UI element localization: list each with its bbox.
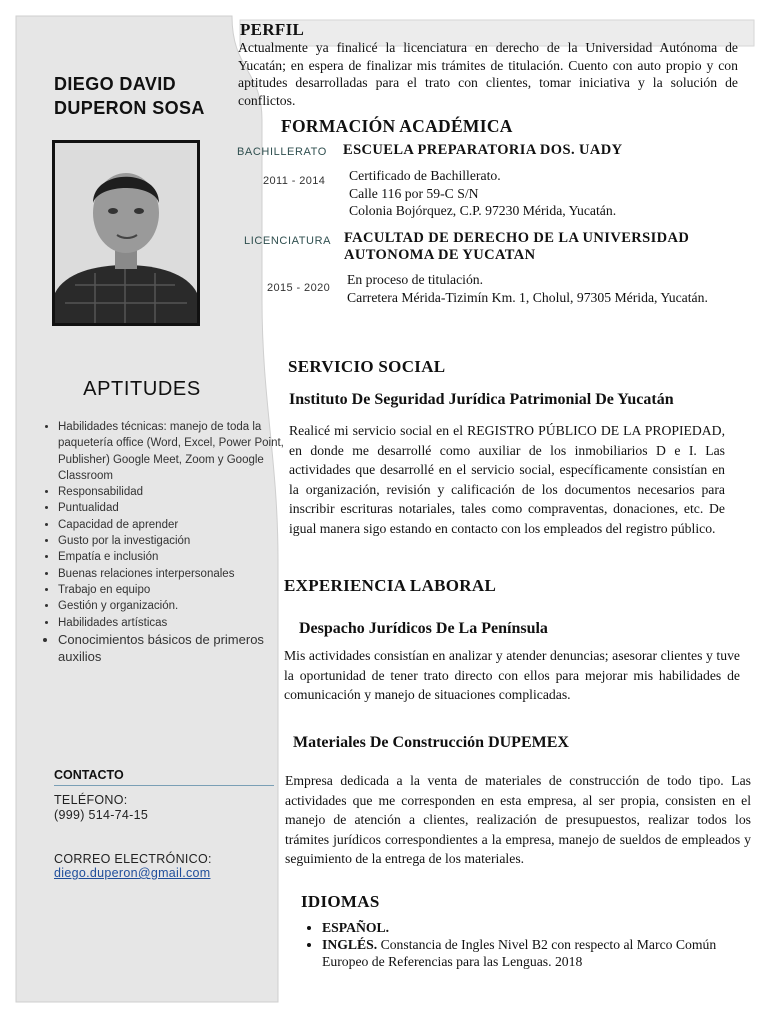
- education-desc-line: Calle 116 por 59-C S/N: [349, 185, 479, 201]
- education-desc-line: Certificado de Bachillerato.: [349, 168, 501, 183]
- idiomas-heading: IDIOMAS: [301, 892, 380, 911]
- job-text-1: Mis actividades consistían en analizar y atender denuncias; asesorar clientes y tuve la oportunidad de tener trato directo con ellos para mejorar mis habilidades de comunicación y manejo de situaciones complicadas.: [284, 648, 740, 702]
- education-desc-line: Colonia Bojórquez, C.P. 97230 Mérida, Yucatán.: [349, 203, 617, 218]
- candidate-name: [54, 72, 224, 120]
- education-desc-line: En proceso de titulación.: [347, 272, 484, 287]
- education-label-bachillerato: BACHILLERATO: [237, 146, 327, 158]
- perfil-heading: PERFIL: [240, 20, 305, 39]
- list-item: • Empatía e inclusión: [58, 549, 298, 565]
- education-heading: FORMACIÓN ACADÉMICA: [281, 116, 513, 136]
- education-years-1: 2011 - 2014: [263, 175, 326, 187]
- list-item: • Capacidad de aprender: [58, 517, 298, 533]
- list-item: • Gestión y organización.: [58, 598, 298, 614]
- contact-heading: CONTACTO: [54, 768, 124, 782]
- name-line-1: DIEGO DAVID: [54, 74, 177, 94]
- education-years-2: 2015 - 2020: [267, 282, 331, 294]
- list-item: • Habilidades técnicas: manejo de toda la paquetería office (Word, Excel, Power Point, Publisher) Google Meet, Zoom y Google Classroom: [58, 419, 298, 484]
- name-line-2: DUPERON SOSA: [54, 98, 205, 118]
- education-label-licenciatura: LICENCIATURA: [244, 235, 332, 247]
- idiomas-section: [300, 919, 740, 970]
- education-desc-2: [347, 271, 717, 306]
- aptitudes-list: [30, 419, 298, 665]
- person-portrait-icon: [55, 143, 197, 323]
- list-item: • Habilidades artísticas: [58, 615, 298, 631]
- education-desc-line: Carretera Mérida-Tizimín Km. 1, Cholul, 97305 Mérida, Yucatán.: [347, 289, 708, 305]
- list-item: • Puntualidad: [58, 500, 298, 516]
- idiomas-list: [300, 919, 740, 970]
- contact-divider: [54, 785, 274, 786]
- email-label: CORREO ELECTRÓNICO:: [54, 852, 212, 866]
- aptitudes-heading: APTITUDES: [83, 378, 201, 400]
- servicio-org: Instituto De Seguridad Jurídica Patrimonial De Yucatán: [289, 391, 674, 408]
- job-title-2: Materiales De Construcción DUPEMEX: [293, 734, 569, 751]
- list-item: • Gusto por la investigación: [58, 533, 298, 549]
- language-spanish: ESPAÑOL.: [322, 920, 390, 935]
- list-item: • Buenas relaciones interpersonales: [58, 566, 298, 582]
- education-school-2: FACULTAD DE DERECHO DE LA UNIVERSIDAD AUTONOMA DE YUCATAN: [344, 230, 690, 263]
- list-item: • Conocimientos básicos de primeros auxilios: [58, 631, 298, 665]
- phone-value: (999) 514-74-15: [54, 808, 149, 822]
- servicio-text: Realicé mi servicio social en el REGISTRO PÚBLICO DE LA PROPIEDAD, en donde me desarrollé como auxiliar de los inmobiliarios D e I. Las actividades que desarrollé en el servicio social, específicamente consistían en la organización, revisión y calificación de los documentos necesarios para inscribir escrituras notariales, tales como compraventas, donaciones, etc. De igual manera sigo estando en contacto con los empleados del registro público.: [289, 423, 725, 536]
- list-item: [322, 936, 740, 970]
- email-link[interactable]: diego.duperon@gmail.com: [54, 866, 211, 880]
- language-english-text: Constancia de Ingles Nivel B2 con respecto al Marco Común Europeo de Referencias para las Lenguas. 2018: [322, 937, 717, 969]
- list-item: [322, 919, 740, 936]
- list-item: • Responsabilidad: [58, 484, 298, 500]
- phone-label: TELÉFONO:: [54, 793, 128, 807]
- servicio-heading: SERVICIO SOCIAL: [288, 357, 446, 376]
- language-english-label: INGLÉS.: [322, 937, 378, 952]
- experiencia-heading: EXPERIENCIA LABORAL: [284, 576, 497, 595]
- list-item: • Trabajo en equipo: [58, 582, 298, 598]
- education-desc-1: [349, 167, 729, 220]
- education-school-1: ESCUELA PREPARATORIA DOS. UADY: [343, 142, 623, 158]
- perfil-text: Actualmente ya finalicé la licenciatura en derecho de la Universidad Autónoma de Yucatán; en espera de finalizar mis trámites de titulación. Cuento con auto propio y con aptitudes desarrolladas para el trato con clientes, tomar iniciativa y la solución de conflictos.: [238, 40, 738, 108]
- profile-photo: [52, 140, 200, 326]
- job-title-1: Despacho Jurídicos De La Península: [299, 620, 548, 637]
- job-text-2: Empresa dedicada a la venta de materiales de construcción de todo tipo. Las actividades que me corresponden en esta empresa, al ser propia, consisten en el manejo de atención a clientes, realización de presupuestos, realizar todos los trámites jurídicos correspondientes a la empresa, manejo de sueldos de empleados y seguimiento de la entrega de los materiales.: [285, 773, 751, 866]
